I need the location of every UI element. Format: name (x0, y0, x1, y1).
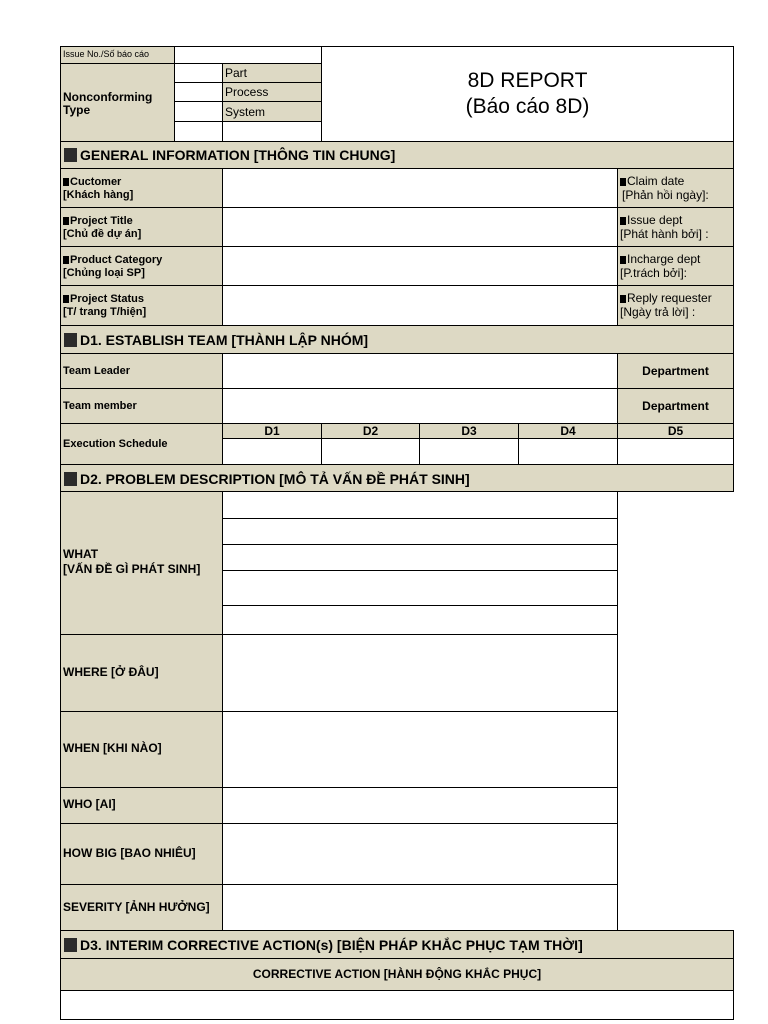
who-label: WHO [AI] (63, 797, 116, 811)
report-title-block (321, 46, 734, 142)
schedule-d2-field[interactable] (321, 438, 420, 465)
d3-section-header (60, 930, 734, 959)
type-check-system[interactable] (174, 101, 223, 122)
department-label-cell (617, 353, 734, 389)
customer-label-cell (60, 168, 223, 208)
type-option-system (222, 101, 322, 122)
corrective-action-field[interactable] (60, 990, 734, 1020)
claim-date-label-cell (617, 168, 734, 208)
schedule-header-d2-label: D2 (362, 424, 379, 438)
severity-label-cell (60, 884, 223, 931)
schedule-header-d5 (617, 423, 734, 439)
how-big-label: HOW BIG [BAO NHIÊU] (63, 846, 196, 860)
type-check-blank[interactable] (174, 121, 223, 142)
section-bullet-icon (64, 472, 77, 486)
what-label: WHAT (63, 547, 99, 561)
d3-section-title: D3. INTERIM CORRECTIVE ACTION(s) [BIỆN PHÁP KHẮC PHỤC TẠM THỜI] (64, 938, 583, 952)
project-title-sub-label: [Chủ đề dự án] (63, 228, 142, 240)
schedule-header-d5-label: D5 (667, 424, 684, 438)
where-label-cell (60, 634, 223, 712)
section-bullet-icon (64, 148, 77, 162)
project-status-sub-label: [T/ trang T/hiện] (63, 306, 147, 318)
how-big-field[interactable] (222, 823, 618, 885)
what-field-3[interactable] (222, 544, 618, 571)
schedule-header-d3 (419, 423, 519, 439)
severity-field[interactable] (222, 884, 618, 931)
how-big-label-cell (60, 823, 223, 885)
department-label-cell-2 (617, 388, 734, 424)
schedule-d3-field[interactable] (419, 438, 519, 465)
when-field[interactable] (222, 711, 618, 788)
product-category-field[interactable] (222, 246, 618, 286)
schedule-header-d2 (321, 423, 420, 439)
project-status-label: Project Status (63, 293, 144, 305)
issue-dept-label-cell (617, 207, 734, 247)
type-option-system-label: System (225, 105, 266, 119)
type-option-part (222, 63, 322, 83)
severity-label: SEVERITY [ẢNH HƯỞNG] (63, 900, 210, 914)
execution-schedule-label: Execution Schedule (63, 438, 168, 450)
execution-schedule-label-cell (60, 423, 223, 465)
what-sub-label: [VẤN ĐỀ GÌ PHÁT SINH] (63, 562, 201, 576)
nonconforming-type-cell (60, 63, 175, 142)
issue-dept-sub-label: [Phát hành bởi] : (620, 227, 709, 241)
project-title-field[interactable] (222, 207, 618, 247)
reply-requester-sub-label: [Ngày trả lời] : (620, 305, 696, 319)
team-leader-label-cell (60, 353, 223, 389)
schedule-header-d1 (222, 423, 322, 439)
what-field-2[interactable] (222, 518, 618, 545)
project-title-label: Project Title (63, 215, 133, 227)
who-field[interactable] (222, 787, 618, 824)
team-member-label-cell (60, 388, 223, 424)
team-member-field[interactable] (222, 388, 618, 424)
d1-section-title: D1. ESTABLISH TEAM [THÀNH LẬP NHÓM] (64, 333, 368, 347)
team-leader-field[interactable] (222, 353, 618, 389)
claim-date-sub-label: [Phản hồi ngày]: (622, 188, 709, 202)
issue-no-field[interactable] (174, 46, 322, 64)
report-subtitle: (Báo cáo 8D) (465, 95, 590, 118)
what-field-5[interactable] (222, 605, 618, 635)
reply-requester-label-cell (617, 285, 734, 326)
general-section-header (60, 141, 734, 169)
reply-requester-label: Reply requester (620, 292, 712, 305)
issue-no-label-cell (60, 46, 175, 64)
team-member-label: Team member (63, 400, 137, 412)
where-field[interactable] (222, 634, 618, 712)
type-option-blank (222, 121, 322, 142)
product-category-sub-label: [Chủng loại SP] (63, 267, 145, 279)
d2-section-header (60, 464, 734, 492)
schedule-header-d3-label: D3 (461, 424, 477, 438)
product-category-label: Product Category (63, 254, 162, 266)
schedule-header-d4 (518, 423, 618, 439)
issue-dept-label: Issue dept (620, 214, 682, 227)
project-title-label-cell (60, 207, 223, 247)
type-option-part-label: Part (225, 66, 248, 80)
section-bullet-icon (64, 333, 77, 347)
corrective-action-label: CORRECTIVE ACTION [HÀNH ĐỘNG KHẮC PHỤC] (252, 967, 542, 981)
schedule-d5-field[interactable] (617, 438, 734, 465)
who-label-cell (60, 787, 223, 824)
when-label: WHEN [KHI NÀO] (63, 741, 162, 755)
issue-no-label: Issue No./Số báo cáo (63, 49, 150, 59)
schedule-header-d1-label: D1 (264, 424, 280, 438)
d1-section-header (60, 325, 734, 354)
team-leader-label: Team Leader (63, 365, 131, 377)
schedule-header-d4-label: D4 (560, 424, 576, 438)
incharge-dept-label: Incharge dept (620, 253, 700, 266)
where-label: WHERE [Ở ĐÂU] (63, 665, 159, 679)
schedule-d1-field[interactable] (222, 438, 322, 465)
incharge-dept-sub-label: [P.trách bởi]: (620, 266, 688, 280)
project-status-label-cell (60, 285, 223, 326)
type-option-process-label: Process (225, 85, 269, 99)
customer-field[interactable] (222, 168, 618, 208)
type-check-part[interactable] (174, 63, 223, 83)
when-label-cell (60, 711, 223, 788)
product-category-label-cell (60, 246, 223, 286)
schedule-d4-field[interactable] (518, 438, 618, 465)
nonconforming-type-label: Nonconforming Type (63, 90, 153, 117)
type-option-process (222, 82, 322, 102)
general-section-title: GENERAL INFORMATION [THÔNG TIN CHUNG] (64, 148, 395, 162)
d2-section-title: D2. PROBLEM DESCRIPTION [MÔ TẢ VẤN ĐỀ PHÁT SINH] (64, 472, 470, 486)
claim-date-label: Claim date (620, 175, 684, 188)
report-title: 8D REPORT (467, 69, 588, 92)
corrective-action-header (60, 958, 734, 991)
type-check-process[interactable] (174, 82, 223, 102)
department-label: Department (642, 364, 709, 378)
what-field-4[interactable] (222, 570, 618, 606)
customer-label: Cuctomer (63, 176, 121, 188)
section-bullet-icon (64, 938, 77, 952)
customer-sub-label: [Khách hàng] (63, 189, 134, 201)
incharge-dept-label-cell (617, 246, 734, 286)
what-field-1[interactable] (222, 491, 618, 519)
department-label-2: Department (642, 399, 709, 413)
project-status-field[interactable] (222, 285, 618, 326)
what-label-cell (60, 491, 223, 635)
